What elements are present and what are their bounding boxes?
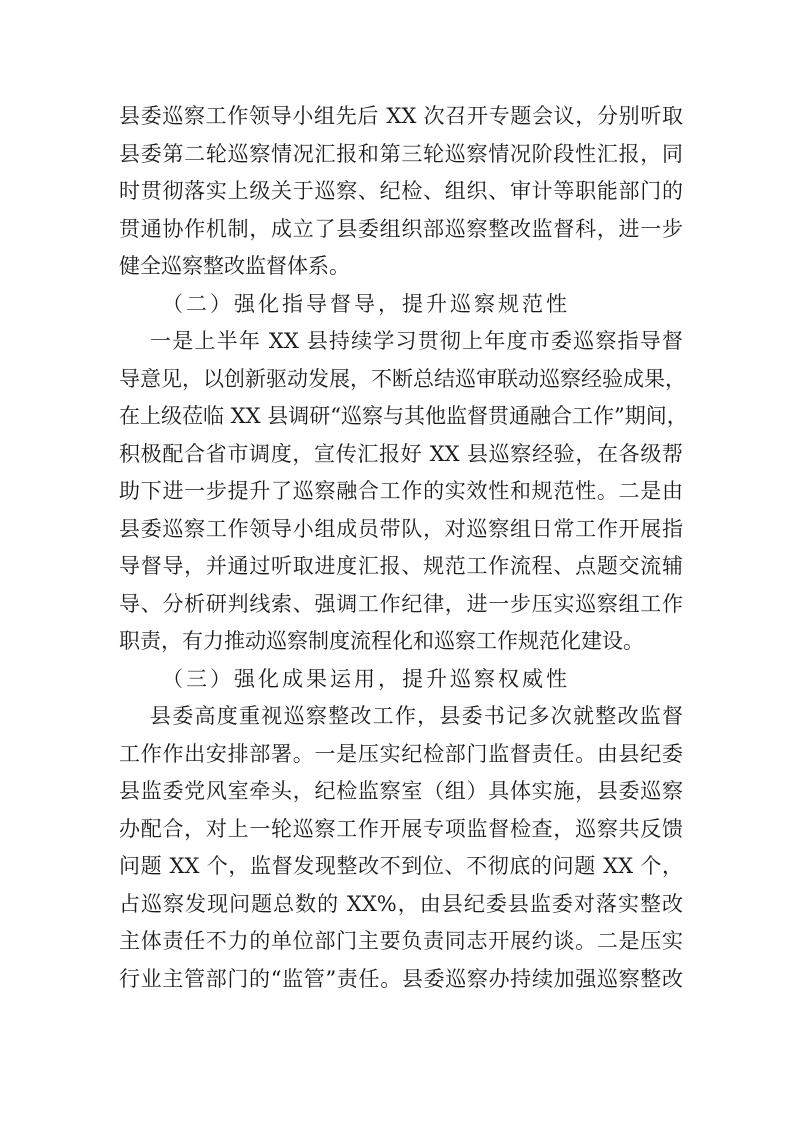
text-line: 在上级莅临 XX 县调研“巡察与其他监督贯通融合工作”期间， <box>119 404 688 428</box>
text-line: 县委第二轮巡察情况汇报和第三轮巡察情况阶段性汇报，同 <box>119 141 683 166</box>
text-line: 积极配合省市调度，宣传汇报好 XX 县巡察经验，在各级帮 <box>119 441 683 466</box>
text-line: 主体责任不力的单位部门主要负责同志开展约谈。二是压实 <box>119 929 683 953</box>
section-heading: （二）强化指导督导，提升巡察规范性 <box>162 291 570 316</box>
document-body <box>119 98 688 998</box>
text-line: 职责，有力推动巡察制度流程化和巡察工作规范化建设。 <box>119 629 644 653</box>
text-line: 县委高度重视巡察整改工作，县委书记多次就整改监督 <box>150 704 683 728</box>
text-line: 导督导，并通过听取进度汇报、规范工作流程、点题交流辅 <box>119 554 683 578</box>
text-line: 问题 XX 个，监督发现整改不到位、不彻底的问题 XX 个， <box>119 854 683 878</box>
text-line: 健全巡察整改监督体系。 <box>119 254 350 278</box>
text-line: 时贯彻落实上级关于巡察、纪检、组织、审计等职能部门的 <box>119 179 683 203</box>
text-line: 导、分析研判线索、强调工作纪律，进一步压实巡察组工作 <box>119 591 683 616</box>
text-line: 办配合，对上一轮巡察工作开展专项监督检查，巡察共反馈 <box>119 816 683 841</box>
text-line: 导意见，以创新驱动发展，不断总结巡审联动巡察经验成果， <box>119 366 686 391</box>
text-line: 县委巡察工作领导小组先后 XX 次召开专题会议，分别听取 <box>119 104 683 128</box>
text-line: 行业主管部门的“监管”责任。县委巡察办持续加强巡察整改 <box>119 966 683 991</box>
section-heading: （三）强化成果运用，提升巡察权威性 <box>162 666 570 691</box>
text-line: 县监委党风室牵头，纪检监察室（组）具体实施，县委巡察 <box>119 779 683 803</box>
text-line: 贯通协作机制，成立了县委组织部巡察整改监督科，进一步 <box>119 216 683 241</box>
text-line: 助下进一步提升了巡察融合工作的实效性和规范性。二是由 <box>119 479 683 503</box>
text-line: 一是上半年 XX 县持续学习贯彻上年度市委巡察指导督 <box>150 329 683 353</box>
text-line: 工作作出安排部署。一是压实纪检部门监督责任。由县纪委 <box>119 741 683 766</box>
text-line: 县委巡察工作领导小组成员带队，对巡察组日常工作开展指 <box>119 516 683 541</box>
text-line: 占巡察发现问题总数的 XX%，由县纪委县监委对落实整改 <box>119 891 683 916</box>
